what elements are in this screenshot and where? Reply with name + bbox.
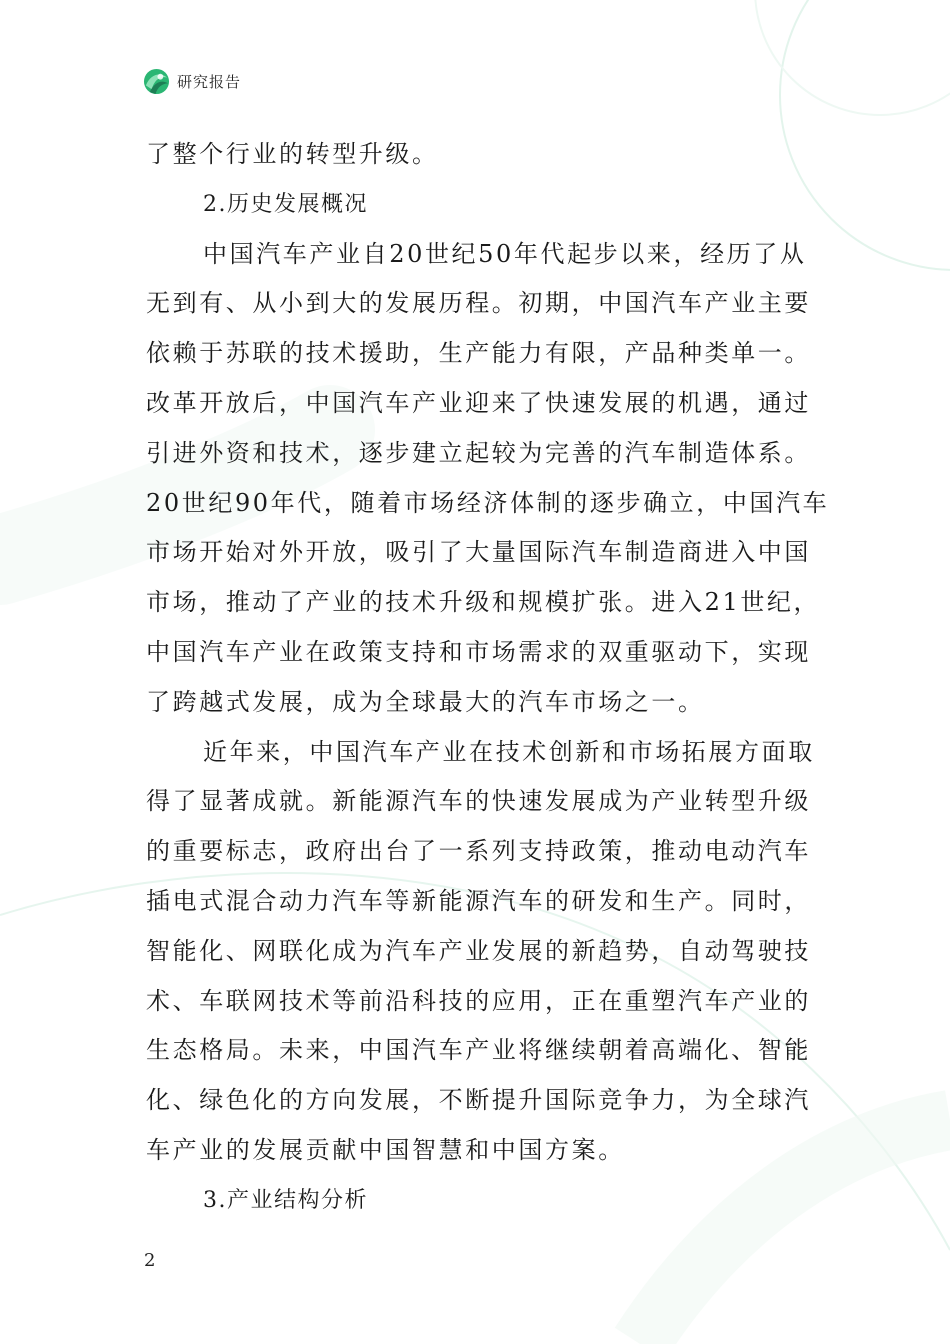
brand-title: 研究报告 [177, 72, 242, 91]
section-heading: 3.产业结构分析 [203, 1187, 368, 1213]
text-line: 近年来，中国汽车产业在技术创新和市场拓展方面取 [203, 737, 815, 766]
text-line: 生态格局。未来，中国汽车产业将继续朝着高端化、智能 [146, 1036, 811, 1065]
text-line: 化、绿色化的方向发展，不断提升国际竞争力，为全球汽 [146, 1086, 811, 1115]
text-line: 市场开始对外开放，吸引了大量国际汽车制造商进入中国 [146, 538, 811, 567]
text-line: 了跨越式发展，成为全球最大的汽车市场之一。 [146, 687, 705, 716]
text-line: 引进外资和技术，逐步建立起较为完善的汽车制造体系。 [146, 438, 811, 467]
text-line: 依赖于苏联的技术援助，生产能力有限，产品种类单一。 [146, 339, 811, 368]
text-line: 中国汽车产业自20世纪50年代起步以来，经历了从 [203, 239, 807, 268]
text-line: 的重要标志，政府出台了一系列支持政策，推动电动汽车 [146, 837, 811, 866]
section-heading: 2.历史发展概况 [203, 191, 368, 217]
text-line: 插电式混合动力汽车等新能源汽车的研发和生产。同时， [146, 886, 811, 915]
page-number: 2 [144, 1250, 156, 1271]
text-line: 了整个行业的转型升级。 [146, 140, 439, 168]
document-body [146, 130, 830, 1226]
swirl-logo-icon [143, 68, 170, 95]
text-line: 术、车联网技术等前沿科技的应用，正在重塑汽车产业的 [146, 986, 811, 1015]
text-line: 无到有、从小到大的发展历程。初期，中国汽车产业主要 [146, 289, 811, 318]
text-line: 中国汽车产业在政策支持和市场需求的双重驱动下，实现 [146, 637, 811, 666]
text-line: 得了显著成就。新能源汽车的快速发展成为产业转型升级 [146, 787, 811, 816]
text-line: 车产业的发展贡献中国智慧和中国方案。 [146, 1135, 625, 1164]
text-line: 20世纪90年代，随着市场经济体制的逐步确立，中国汽车 [146, 488, 830, 517]
text-line: 改革开放后，中国汽车产业迎来了快速发展的机遇，通过 [146, 388, 811, 417]
report-header [143, 66, 241, 96]
text-line: 市场，推动了产业的技术升级和规模扩张。进入21世纪， [146, 588, 821, 617]
text-line: 智能化、网联化成为汽车产业发展的新趋势，自动驾驶技 [146, 936, 811, 965]
